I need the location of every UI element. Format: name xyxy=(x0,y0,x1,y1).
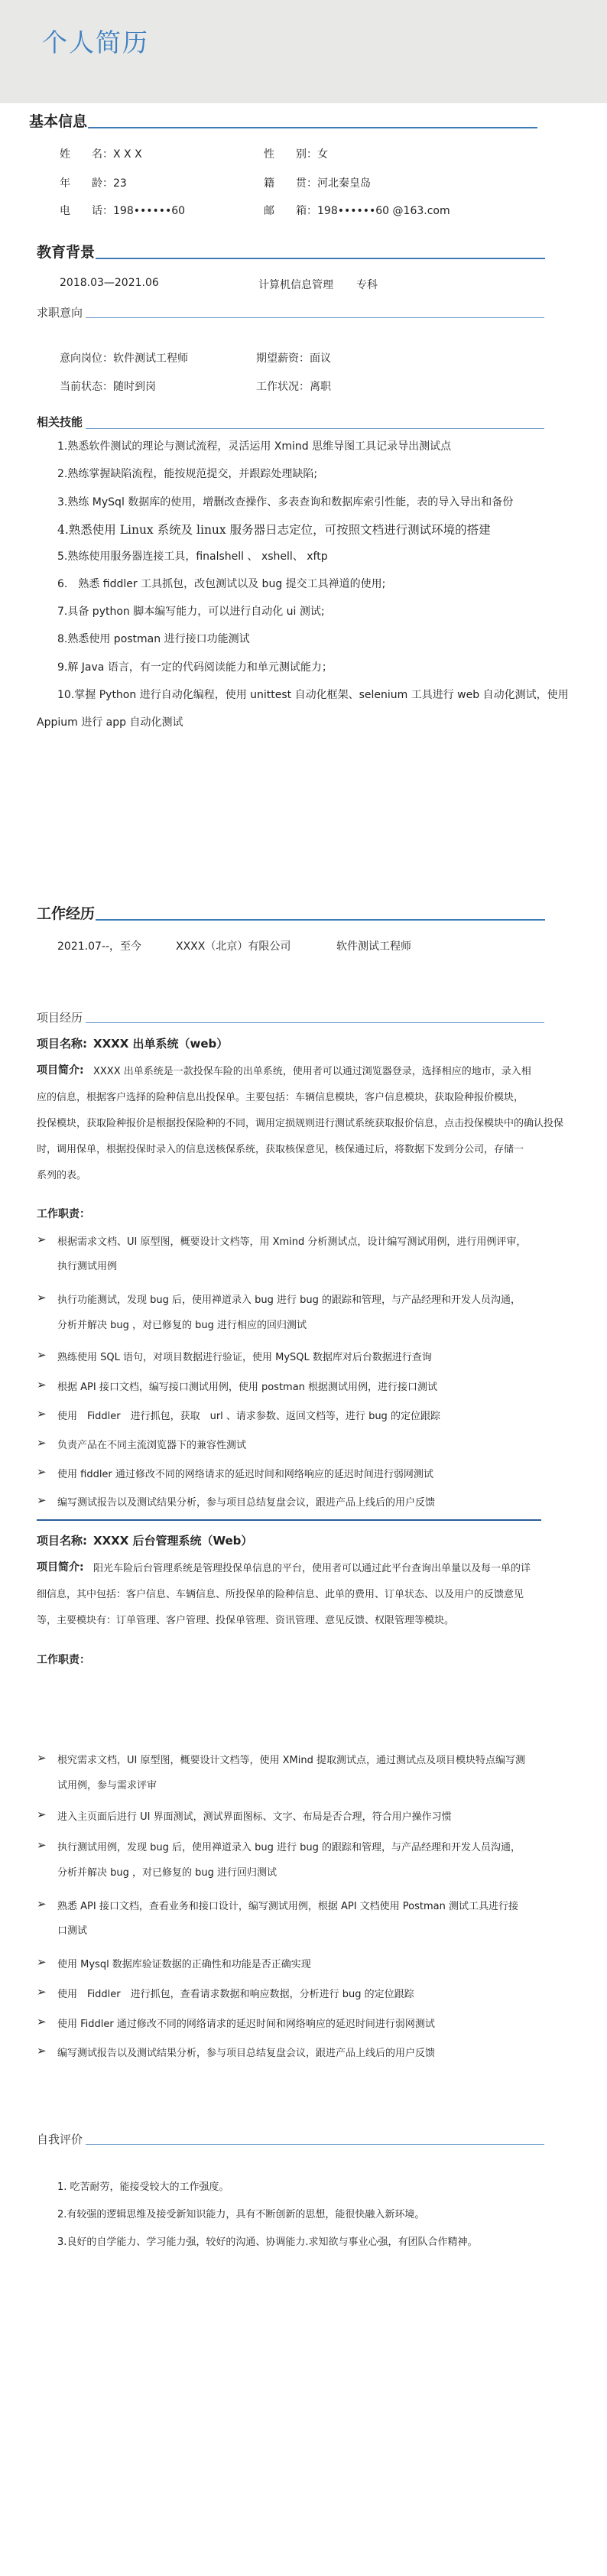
bullet-icon: ➢ xyxy=(37,1436,47,1450)
skill-item: 1.熟悉软件测试的理论与测试流程，灵活运用 Xmind 思维导图工具记录导出测试点 xyxy=(57,440,452,453)
project2-duty-label: 工作职责： xyxy=(37,1654,90,1666)
project1-intro-line: XXXX 出单系统是一款投保车险的出单系统，使用者可以通过浏览器登录，选择相应的地市，录入相 xyxy=(93,1066,531,1077)
bullet-icon: ➢ xyxy=(37,1493,47,1507)
project2-duty: 执行测试用例，发现 bug 后，使用禅道录入 bug 进行 bug 的跟踪和管理，与产品经理和开发人员沟通， xyxy=(57,1842,521,1853)
project1-duty: 执行测试用例 xyxy=(57,1261,118,1272)
section-heading-skills: 相关技能 xyxy=(37,415,83,429)
self-item: 1. 吃苦耐劳，能接受较大的工作强度。 xyxy=(57,2181,229,2193)
project2-duty: 根究需求文档，UI 原型图，概要设计文档等，使用 XMind 提取测试点，通过测试点及项目模块特点编写测 xyxy=(57,1755,525,1766)
bullet-icon: ➢ xyxy=(37,1808,47,1821)
section-heading-projects: 项目经历 xyxy=(37,1011,83,1025)
project1-intro-label: 项目简介: xyxy=(37,1064,84,1077)
bullet-icon: ➢ xyxy=(37,1465,47,1479)
project2-intro-line: 阳光车险后台管理系统是管理投保单信息的平台，使用者可以通过此平台查询出单量以及每一单的详 xyxy=(93,1563,531,1574)
project2-duty: 使用 Fiddler 进行抓包，查看请求数据和响应数据，分析进行 bug 的定位跟踪 xyxy=(57,1989,414,2000)
work-company: XXXX（北京）有限公司 xyxy=(176,940,291,953)
bullet-icon: ➢ xyxy=(37,2015,47,2029)
project1-intro-line: 系列的表。 xyxy=(37,1170,87,1181)
project2-duty: 使用 Fiddler 通过修改不同的网络请求的延迟时间和网络响应的延迟时间进行弱网测试 xyxy=(57,2019,435,2030)
project2-intro-label: 项目简介: xyxy=(37,1561,84,1574)
basic-name: 姓 名：X X X xyxy=(60,148,142,161)
skill-item: 7.具备 python 脚本编写能力，可以进行自动化 ui 测试; xyxy=(57,606,325,618)
section-rule-basic xyxy=(88,127,537,128)
basic-origin: 籍 贯：河北秦皇岛 xyxy=(264,177,371,190)
project1-intro-line: 时，调用保单，根据投保时录入的信息送核保系统，获取核保意见，核保通过后，将数据下发到分公司，存储一 xyxy=(37,1144,524,1155)
project1-duty: 根据 API 接口文档，编写接口测试用例，使用 postman 根据测试用例，进行接口测试 xyxy=(57,1382,438,1393)
project1-duty: 编写测试报告以及测试结果分析，参与项目总结复盘会议，跟进产品上线后的用户反馈 xyxy=(57,1497,436,1509)
section-rule-projects xyxy=(86,1022,544,1023)
self-item: 3.良好的自学能力、学习能力强，较好的沟通、协调能力.求知欲与事业心强，有团队合作精神。 xyxy=(57,2237,478,2248)
section-rule-intent xyxy=(86,317,544,318)
skill-item: 4.熟悉使用 Linux 系统及 linux 服务器日志定位，可按照文档进行测试环境的搭建 xyxy=(57,523,491,537)
intent-status: 工作状况：离职 xyxy=(256,381,331,393)
section-rule-education xyxy=(96,258,545,259)
project1-duty: 熟练使用 SQL 语句，对项目数据进行验证，使用 MySQL 数据库对后台数据进行查询 xyxy=(57,1352,432,1363)
work-role: 软件测试工程师 xyxy=(336,940,411,953)
bullet-icon: ➢ xyxy=(37,2044,47,2058)
education-period: 2018.03—2021.06 xyxy=(60,277,159,289)
section-rule-skills xyxy=(86,428,544,429)
bullet-icon: ➢ xyxy=(37,1985,47,1999)
skill-item: 8.熟悉使用 postman 进行接口功能测试 xyxy=(57,633,250,645)
basic-phone: 电 话：198••••••60 xyxy=(60,205,186,217)
work-period: 2021.07--，至今 xyxy=(57,940,141,953)
project1-duty: 使用 Fiddler 进行抓包，获取 url 、请求参数、返回文档等，进行 bug 的定位跟踪 xyxy=(57,1411,440,1422)
education-degree: 专科 xyxy=(356,279,378,291)
intent-position: 意向岗位：软件测试工程师 xyxy=(60,352,188,365)
page-title: 个人简历 xyxy=(42,28,149,57)
project2-duty: 口测试 xyxy=(57,1925,88,1937)
project2-duty: 分析并解决 bug ，对已修复的 bug 进行回归测试 xyxy=(57,1867,278,1879)
project2-name-label: 项目名称: xyxy=(37,1534,87,1548)
section-rule-self xyxy=(86,2144,544,2145)
project1-duty-label: 工作职责： xyxy=(37,1208,90,1220)
section-heading-intent: 求职意向 xyxy=(37,306,83,320)
project-divider xyxy=(37,1519,541,1521)
bullet-icon: ➢ xyxy=(37,1838,47,1852)
bullet-icon: ➢ xyxy=(37,1291,47,1304)
project1-duty: 执行功能测试，发现 bug 后，使用禅道录入 bug 进行 bug 的跟踪和管理，与产品经理和开发人员沟通， xyxy=(57,1294,521,1306)
basic-age: 年 龄：23 xyxy=(60,177,127,190)
intent-start: 当前状态：随时到岗 xyxy=(60,381,156,393)
project1-name-label: 项目名称: xyxy=(37,1037,87,1051)
bullet-icon: ➢ xyxy=(37,1751,47,1765)
section-heading-education: 教育背景 xyxy=(37,244,96,261)
project1-duty: 负责产品在不同主流浏览器下的兼容性测试 xyxy=(57,1440,247,1451)
section-heading-work: 工作经历 xyxy=(37,905,96,922)
bullet-icon: ➢ xyxy=(37,1378,47,1392)
bullet-icon: ➢ xyxy=(37,1897,47,1911)
project2-duty: 进入主页面后进行 UI 界面测试，测试界面图标、文字、布局是否合理，符合用户操作习惯 xyxy=(57,1811,452,1823)
bullet-icon: ➢ xyxy=(37,1955,47,1969)
skill-item: 6. 熟悉 fiddler 工具抓包，改包测试以及 bug 提交工具禅道的使用; xyxy=(57,578,386,590)
section-heading-self: 自我评价 xyxy=(37,2133,83,2146)
bullet-icon: ➢ xyxy=(37,1348,47,1362)
basic-gender: 性 别：女 xyxy=(264,148,328,161)
skill-item: 2.熟练掌握缺陷流程，能按规范提交，并跟踪处理缺陷; xyxy=(57,468,318,480)
skill-item: 5.熟练使用服务器连接工具，finalshell 、 xshell、 xftp xyxy=(57,551,328,563)
intent-salary: 期望薪资：面议 xyxy=(256,352,331,365)
project2-duty: 试用例，参与需求评审 xyxy=(57,1780,157,1792)
project1-intro-line: 应的信息，根据客户选择的险种信息出投保单。主要包括：车辆信息模块，客户信息模块，获取险种报价模块， xyxy=(37,1092,524,1103)
project1-name: XXXX 出单系统（web） xyxy=(93,1037,229,1051)
project2-name: XXXX 后台管理系统（Web） xyxy=(93,1534,253,1548)
project1-duty: 使用 fiddler 通过修改不同的网络请求的延迟时间和网络响应的延迟时间进行弱网测试 xyxy=(57,1469,433,1480)
bullet-icon: ➢ xyxy=(37,1407,47,1421)
skill-item: 3.熟练 MySql 数据库的使用，增删改查操作、多表查询和数据库索引性能，表的导入导出和备份 xyxy=(57,496,514,508)
self-item: 2.有较强的逻辑思维及接受新知识能力，具有不断创新的思想，能很快融入新环境。 xyxy=(57,2209,425,2220)
skill-item: 9.解 Java 语言，有一定的代码阅读能力和单元测试能力； xyxy=(57,661,333,674)
section-heading-basic: 基本信息 xyxy=(29,113,88,130)
project1-duty: 分析并解决 bug ，对已修复的 bug 进行相应的回归测试 xyxy=(57,1320,307,1331)
project2-duty: 熟悉 API 接口文档，查看业务和接口设计，编写测试用例，根据 API 文档使用 Postman 测试工具进行接 xyxy=(57,1901,518,1912)
project2-intro-line: 细信息，其中包括：客户信息、车辆信息、所投保单的险种信息、此单的费用、订单状态、以及用户的反馈意见 xyxy=(37,1589,524,1600)
bullet-icon: ➢ xyxy=(37,1233,47,1246)
education-major: 计算机信息管理 xyxy=(258,279,333,291)
section-rule-work xyxy=(96,919,545,921)
basic-email: 邮 箱：198••••••60 @163.com xyxy=(264,205,450,217)
skill-item: 10.掌握 Python 进行自动化编程，使用 unittest 自动化框架、selenium 工具进行 web 自动化测试，使用 xyxy=(57,689,569,701)
project2-duty: 使用 Mysql 数据库验证数据的正确性和功能是否正确实现 xyxy=(57,1959,311,1970)
skill-item: Appium 进行 app 自动化测试 xyxy=(37,716,183,729)
project1-duty: 根据需求文档、UI 原型图，概要设计文档等，用 Xmind 分析测试点，设计编写测试用例，进行用例评审， xyxy=(57,1236,527,1248)
project2-intro-line: 等，主要模块有：订单管理、客户管理、投保单管理、资讯管理、意见反馈、权限管理等模块。 xyxy=(37,1615,455,1626)
project2-duty: 编写测试报告以及测试结果分析，参与项目总结复盘会议，跟进产品上线后的用户反馈 xyxy=(57,2048,436,2059)
project1-intro-line: 投保模块，获取险种报价是根据投保险种的不同，调用定损规则进行测试系统获取报价信息，点击投保模块中的确认投保 xyxy=(37,1118,564,1129)
